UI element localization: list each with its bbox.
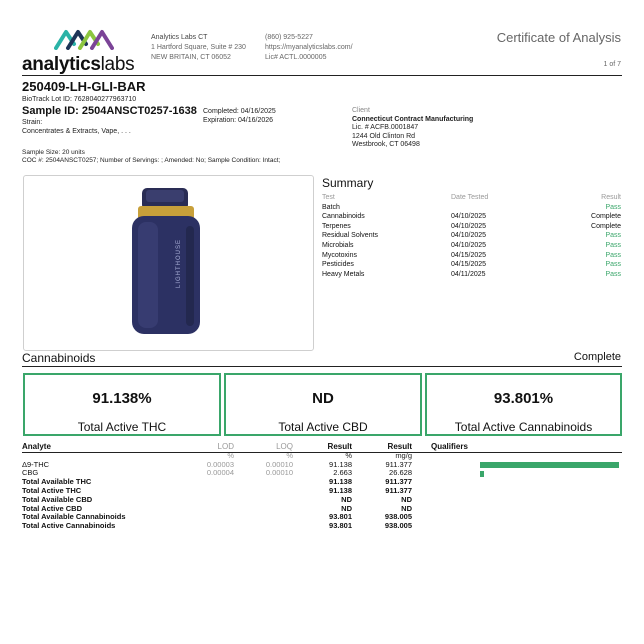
total-active-cannabinoids-box [425, 373, 622, 436]
analyte-name: Δ9-THC [22, 459, 50, 469]
analyte-result-mg: 26.628 [389, 468, 412, 478]
client-name: Connecticut Contract Manufacturing [352, 115, 474, 123]
summary-row [322, 270, 622, 280]
lod-unit: % [227, 450, 234, 460]
summary-test-header: Test [322, 194, 335, 201]
summary-result: Complete [591, 222, 621, 230]
summary-result: Pass [605, 203, 621, 211]
lab-address-line1: 1 Hartford Square, Suite # 230 [151, 44, 246, 51]
sample-strain [22, 118, 131, 136]
summary-row [322, 231, 622, 241]
analyte-table [22, 443, 622, 531]
analyte-loq: 0.00010 [265, 468, 293, 478]
summary-row [322, 212, 622, 222]
summary-result-header: Result [601, 194, 621, 201]
qualifiers-header: Qualifiers [431, 442, 468, 451]
summary-result: Pass [605, 270, 621, 278]
analyte-header [22, 443, 622, 452]
logo-wordmark: analyticslabs [22, 54, 135, 75]
result-pct-header: Result [327, 442, 352, 451]
summary-row [322, 251, 622, 261]
lab-info [151, 33, 246, 63]
summary-date: 04/10/2025 [451, 213, 487, 221]
analyte-name: CBG [22, 468, 39, 478]
summary-test: Cannabinoids [322, 213, 365, 221]
analyte-result-mg: ND [401, 494, 412, 504]
product-brand-text: LIGHTHOUSE [176, 238, 182, 288]
lab-contact [265, 33, 353, 63]
client-info [352, 107, 473, 150]
sample-id: Sample ID: 2504ANSCT0257-1638 [22, 105, 197, 117]
summary-row [322, 241, 622, 251]
box-value: 91.138% [92, 390, 152, 407]
summary-date-header: Date Tested [451, 194, 489, 201]
summary-result: Pass [605, 241, 621, 249]
analyte-lod: 0.00004 [206, 468, 234, 478]
vape-device-image [24, 176, 313, 350]
lab-name: Analytics Labs CT [151, 34, 208, 41]
summary-title: Summary [322, 176, 374, 190]
total-active-thc-box [23, 373, 221, 436]
header-divider [22, 75, 622, 76]
lab-license: Lic# ACTL.0000005 [265, 54, 327, 61]
summary-date: 04/15/2025 [451, 261, 487, 269]
analyte-name: Total Active CBD [22, 503, 83, 513]
client-address-line1: 1244 Old Clinton Rd [352, 132, 416, 140]
summary-test: Heavy Metals [322, 270, 365, 278]
box-label: Total Active Cannabinoids [454, 420, 593, 434]
result-mg-header: Result [387, 442, 412, 451]
expiration-date: Expiration: 04/16/2026 [203, 117, 274, 124]
summary-date: 04/10/2025 [451, 232, 487, 240]
result-mg-unit: mg/g [395, 450, 412, 460]
analyte-result-mg: 938.005 [384, 521, 412, 531]
analyte-name: Total Available CBD [22, 494, 93, 504]
summary-result: Pass [605, 251, 621, 259]
analyte-result-pct: 2.663 [333, 468, 352, 478]
analyte-name: Total Available THC [22, 477, 92, 487]
lab-phone: (860) 925-5227 [265, 34, 313, 41]
loq-header: LOQ [276, 442, 293, 451]
analyte-lod: 0.00003 [206, 459, 234, 469]
analyte-result-mg: 911.377 [385, 477, 412, 487]
summary-date: 04/15/2025 [451, 251, 487, 259]
analyte-row [22, 469, 622, 478]
analyte-result-pct: 93.801 [329, 512, 352, 522]
analyte-result-pct: 91.138 [329, 485, 352, 495]
analyte-result-mg: 938.005 [384, 512, 412, 522]
analyte-row [22, 522, 622, 531]
summary-row [322, 203, 622, 213]
analyte-name: Total Active Cannabinoids [22, 521, 116, 531]
analyte-result-pct: 91.138 [329, 459, 352, 469]
analyte-loq: 0.00010 [265, 459, 293, 469]
page-number: 1 of 7 [603, 61, 621, 68]
summary-result: Complete [591, 213, 621, 221]
summary-row [322, 222, 622, 232]
lab-website-link[interactable]: https://myanalyticslabs.com/ [265, 44, 353, 51]
summary-table [322, 193, 622, 279]
summary-date: 04/10/2025 [451, 222, 487, 230]
strain-label: Strain: [22, 119, 43, 126]
analyte-units-row [22, 452, 622, 461]
analyte-row [22, 487, 622, 496]
batch-title: 250409-LH-GLI-BAR [22, 79, 146, 94]
sample-dates [203, 107, 276, 125]
summary-date: 04/10/2025 [451, 241, 487, 249]
lab-address-line2: NEW BRITAIN, CT 06052 [151, 54, 231, 61]
lod-header: LOD [217, 442, 234, 451]
biotrack-lot-id: BioTrack Lot ID: 7628040277963710 [22, 96, 137, 103]
analyte-result-pct: ND [341, 494, 352, 504]
analyte-result-bar [480, 462, 619, 468]
total-active-cbd-box [224, 373, 422, 436]
box-label: Total Active THC [77, 420, 167, 434]
completed-date: Completed: 04/16/2025 [203, 108, 276, 115]
cannabinoids-title: Cannabinoids [22, 351, 96, 365]
result-pct-unit: % [345, 450, 352, 460]
cannabinoids-divider [22, 366, 622, 367]
analyte-row [22, 461, 622, 470]
product-photo [23, 175, 314, 351]
sample-category: Concentrates & Extracts, Vape, . . . [22, 128, 131, 135]
box-value: ND [312, 390, 334, 407]
client-license: Lic. # ACFB.0001847 [352, 124, 419, 131]
analyte-result-mg: ND [401, 503, 412, 513]
loq-unit: % [286, 450, 293, 460]
summary-test: Microbials [322, 241, 354, 249]
summary-result: Pass [605, 261, 621, 269]
summary-test: Batch [322, 203, 340, 211]
analyte-result-pct: 91.138 [329, 477, 352, 487]
sample-size: Sample Size: 20 units [22, 149, 85, 156]
summary-test: Pesticides [322, 261, 354, 269]
box-value: 93.801% [493, 390, 554, 407]
summary-row [322, 260, 622, 270]
analyte-result-mg: 911.377 [385, 459, 412, 469]
summary-test: Mycotoxins [322, 251, 358, 259]
analyte-row [22, 478, 622, 487]
document-title: Certificate of Analysis [496, 30, 621, 45]
coc-info: COC #: 2504ANSCT0257; Number of Servings: ; Amended: No; Sample Condition: Intact; [22, 157, 281, 164]
client-address-line2: Westbrook, CT 06498 [352, 141, 420, 148]
analyte-result-mg: 911.377 [385, 485, 412, 495]
analyte-result-pct: 93.801 [329, 521, 352, 531]
box-label: Total Active CBD [278, 420, 368, 434]
summary-header [322, 193, 622, 203]
analyte-header-name: Analyte [22, 442, 51, 451]
sample-size-info [22, 149, 280, 165]
client-label: Client [352, 107, 370, 114]
summary-test: Residual Solvents [322, 232, 379, 240]
analyte-name: Total Available Cannabinoids [22, 512, 126, 522]
cannabinoids-status: Complete [573, 351, 621, 363]
summary-result: Pass [605, 232, 621, 240]
analyte-row [22, 496, 622, 505]
summary-date: 04/11/2025 [451, 270, 486, 278]
analyte-result-bar [480, 471, 484, 477]
mountain-logo-icon [54, 28, 114, 50]
analyte-name: Total Active THC [22, 485, 82, 495]
company-logo [22, 26, 142, 76]
summary-test: Terpenes [322, 222, 351, 230]
analyte-result-pct: ND [341, 503, 352, 513]
